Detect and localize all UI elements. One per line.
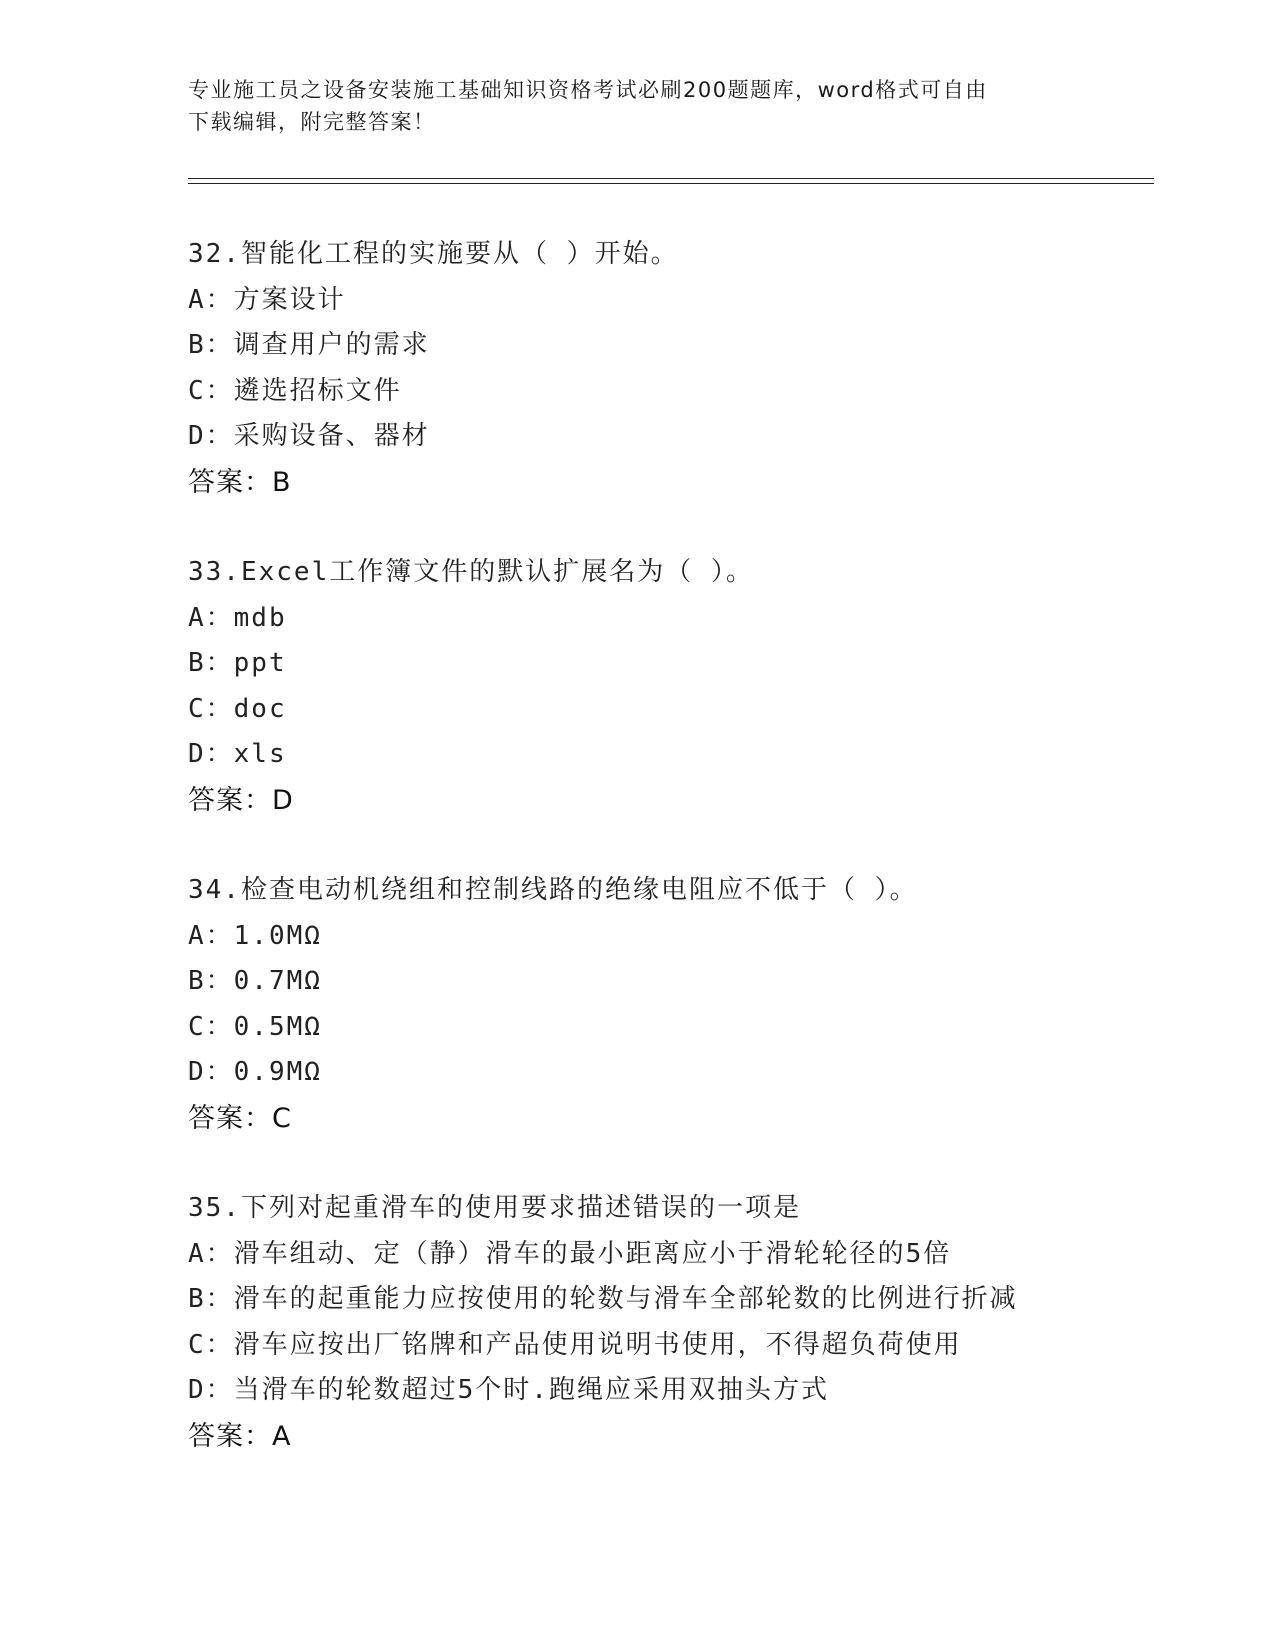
option-label: A：	[188, 602, 234, 633]
document-header	[188, 74, 1088, 138]
question-number: 32.	[188, 239, 241, 269]
option-text: xls	[233, 739, 287, 769]
question-text: 检查电动机绕组和控制线路的绝缘电阻应不低于（ ）。	[240, 875, 918, 905]
option-text: ppt	[233, 648, 287, 678]
option-b	[188, 323, 1188, 369]
option-label: A：	[188, 1238, 234, 1269]
option-d	[188, 414, 1188, 460]
option-label: B：	[188, 648, 234, 678]
question-35	[188, 1186, 1188, 1459]
question-34	[188, 868, 1188, 1141]
question-number: 35.	[188, 1193, 241, 1223]
option-c	[188, 369, 1188, 415]
question-text: 智能化工程的实施要从（ ）开始。	[240, 239, 679, 269]
question-stem	[188, 868, 1188, 914]
answer-line	[188, 460, 1188, 506]
option-label: B：	[188, 1284, 234, 1314]
option-text: 0.9MΩ	[233, 1057, 322, 1087]
question-stem	[188, 232, 1188, 278]
question-stem	[188, 1186, 1188, 1232]
option-label: C：	[188, 1329, 234, 1360]
option-text: 滑车的起重能力应按使用的轮数与滑车全部轮数的比例进行折减	[233, 1284, 1018, 1314]
option-b	[188, 1277, 1188, 1323]
option-label: D：	[188, 1057, 234, 1087]
option-label: A：	[188, 920, 234, 951]
question-33	[188, 550, 1188, 823]
option-label: D：	[188, 421, 234, 451]
option-c	[188, 1005, 1188, 1051]
question-text: Excel工作簿文件的默认扩展名为（ ）。	[240, 557, 754, 587]
option-text: 滑车应按出厂铭牌和产品使用说明书使用，不得超负荷使用	[233, 1329, 962, 1360]
option-label: D：	[188, 1375, 234, 1405]
option-text: mdb	[233, 602, 287, 633]
answer-line	[188, 778, 1188, 824]
option-text: 方案设计	[233, 284, 346, 315]
option-text: 0.7MΩ	[233, 966, 322, 996]
option-d	[188, 732, 1188, 778]
option-label: D：	[188, 739, 234, 769]
option-text: doc	[233, 693, 287, 724]
question-list	[188, 232, 1188, 1504]
question-32	[188, 232, 1188, 505]
option-label: C：	[188, 1011, 234, 1042]
question-number: 33.	[188, 557, 241, 587]
option-c	[188, 687, 1188, 733]
answer-label: 答案：	[188, 784, 272, 816]
option-b	[188, 959, 1188, 1005]
question-text: 下列对起重滑车的使用要求描述错误的一项是	[240, 1193, 801, 1223]
question-stem	[188, 550, 1188, 596]
option-text: 采购设备、器材	[233, 421, 430, 451]
option-c	[188, 1323, 1188, 1369]
option-d	[188, 1368, 1188, 1414]
option-text: 当滑车的轮数超过5个时.跑绳应采用双抽头方式	[233, 1375, 829, 1405]
option-label: B：	[188, 966, 234, 996]
option-a	[188, 914, 1188, 960]
header-line-2: 下载编辑，附完整答案！	[188, 110, 436, 134]
option-text: 遴选招标文件	[233, 375, 402, 406]
option-a	[188, 1232, 1188, 1278]
header-divider-bottom	[188, 183, 1154, 184]
answer-label: 答案：	[188, 1420, 272, 1452]
answer-line	[188, 1096, 1188, 1142]
question-number: 34.	[188, 875, 241, 905]
option-d	[188, 1050, 1188, 1096]
header-divider-top	[188, 178, 1154, 179]
option-a	[188, 278, 1188, 324]
option-label: C：	[188, 693, 234, 724]
answer-label: 答案：	[188, 1102, 272, 1134]
answer-value: B	[272, 466, 291, 498]
option-text: 滑车组动、定（静）滑车的最小距离应小于滑轮轮径的5倍	[233, 1238, 952, 1269]
option-text: 调查用户的需求	[233, 330, 430, 360]
answer-line	[188, 1414, 1188, 1460]
option-label: A：	[188, 284, 234, 315]
option-a	[188, 596, 1188, 642]
option-label: B：	[188, 330, 234, 360]
answer-label: 答案：	[188, 466, 272, 498]
answer-value: C	[272, 1102, 291, 1134]
answer-value: D	[272, 784, 293, 816]
option-text: 1.0MΩ	[233, 920, 322, 951]
option-text: 0.5MΩ	[233, 1011, 322, 1042]
option-label: C：	[188, 375, 234, 406]
header-line-1: 专业施工员之设备安装施工基础知识资格考试必刷200题题库，word格式可自由	[188, 78, 988, 102]
option-b	[188, 641, 1188, 687]
answer-value: A	[272, 1420, 291, 1452]
